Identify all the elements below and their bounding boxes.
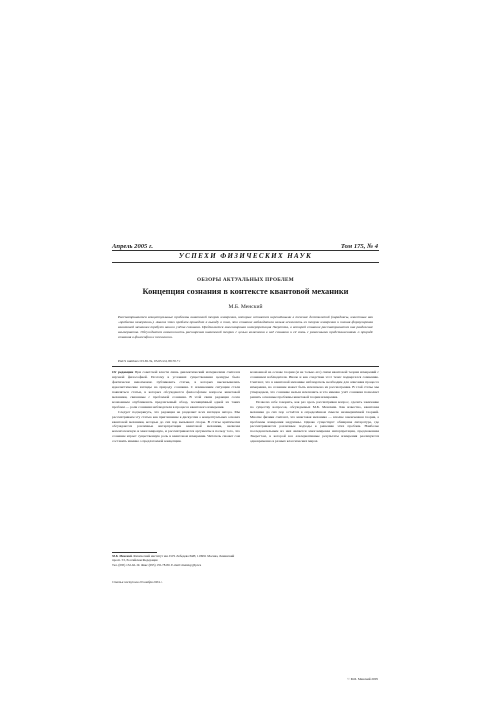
footnote-author: М.Б. Менский. [112,554,133,558]
right-column [250,370,379,444]
footnote-rule [112,552,157,553]
editorial-lead-text: При советской власти лишь диалектический материализм считался научной философией. Поэтому в условиях существования цензуры было фактически невозможно публиковать статьи, в которых высказывались идеалистические взгляды на природу сознания. С изменением ситуации стали появляться статьи, в которых обсуждаются философские вопросы квантовой механики, связанные с проблемой сознания. В этой связи редакция сочла возможным опубликовать предлагаемый обзор, посвящённый одной из таких проблем — роли сознания наблюдателя в процессе квантового измерения. [112,370,240,409]
header-rule-top [112,250,379,251]
article-title: Концепция сознания в контексте квантовой механики [142,287,349,296]
header-rule-bottom [112,262,379,263]
article-abstract: Рассматриваются концептуальные проблемы квантовой теории измерения, которые остаются нерешёнными в течение десятилетий (парадоксы, известные как «проблема измерения»). Анализ этих проблем приводит к выводу о том, что сознание наблюдателя нельзя исключить из теории измерения и полная формулировка квантовой механики требует явного учёта сознания. Предлагается многомировая интерпретация Эверетта, в которой сознание рассматривается как разделение альтернатив. Обсуждается возможность расширения квантовой теории с целью включения в неё сознания и её связь с различными представлениями о природе сознания в философии и психологии. [118,315,373,340]
footnote-affiliation: Физический институт им. П.Н. Лебедева РАН, 119991 Москва, Ленинский просп. 53, Российская Федерация [112,554,235,563]
journal-name: УСПЕХИ ФИЗИЧЕСКИХ НАУК [178,252,313,260]
abstract-rule [112,366,379,367]
pacs-numbers: PACS numbers: 03.65.Ta, 03.65.Ud, 89.70.+c [118,359,181,363]
right-paragraph-1: возможной на основе теории (и не только его) связи квантовой теории измерений с сознанием наблюдателя. Иначе и как следствие этот тезис подвергался сомнению. Считают, что в квантовой механике наблюдатель необходим для описания процесса измерения, но сознание может быть исключено из рассмотрения. В этой статье мы утверждаем, что сознание нельзя исключить и что именно учёт сознания позволяет решить основные проблемы квантовой теории измерения. [250,370,379,399]
volume-number: Том 175, № 4 [340,243,378,250]
section-label: ОБЗОРЫ АКТУАЛЬНЫХ ПРОБЛЕМ [196,277,295,283]
editorial-heading: От редакции [112,370,134,374]
author-footnote [112,554,240,567]
left-column [112,370,240,444]
issue-date: Апрель 2005 г. [112,243,154,250]
editorial-lead [112,370,240,410]
article-author: М.Б. Менский [228,304,263,310]
right-paragraph-2: Позволю себе говорить, как раз здесь рассматривая вопрос, сделать замечание по существу вопросов, обсуждаемых М.Б. Менским. Как известно, квантовая механика до сих пор остаётся в определённом смысле незавершённой теорией. Многие физики считают, что квантовая механика — вполне законченная теория, а проблемы измерения надуманы. Однако существует обширная литература, где рассматриваются различные подходы к решению этих проблем. Наиболее последовательным из них является многомировая интерпретация, предложенная Эвереттом, в которой все альтернативные результаты измерения реализуются одновременно в разных классических мирах. [250,399,379,444]
editorial-paragraph: Следует подчеркнуть, что редакция не разделяет всех взглядов автора. Мы рассматриваем эту статью как приглашение к дискуссии о концептуальных основах квантовой механики, которые до сих пор вызывают споры. В статье критически обсуждаются различные интерпретации квантовой механики, включая копенгагенскую и многомировую, и рассматриваются аргументы в пользу того, что сознание играет существенную роль в квантовом измерении. Читатель сможет сам составить мнение о предлагаемой концепции. [112,409,240,444]
received-date: Статья поступила 29 ноября 2004 г. [112,580,163,584]
footnote-contacts: Тел. (095) 132-62-19. Факс (095) 135-78-80. E-mail: mensky@lpi.ru [112,562,202,567]
copyright-notice: © М.Б. Менский 2005 [347,677,378,681]
